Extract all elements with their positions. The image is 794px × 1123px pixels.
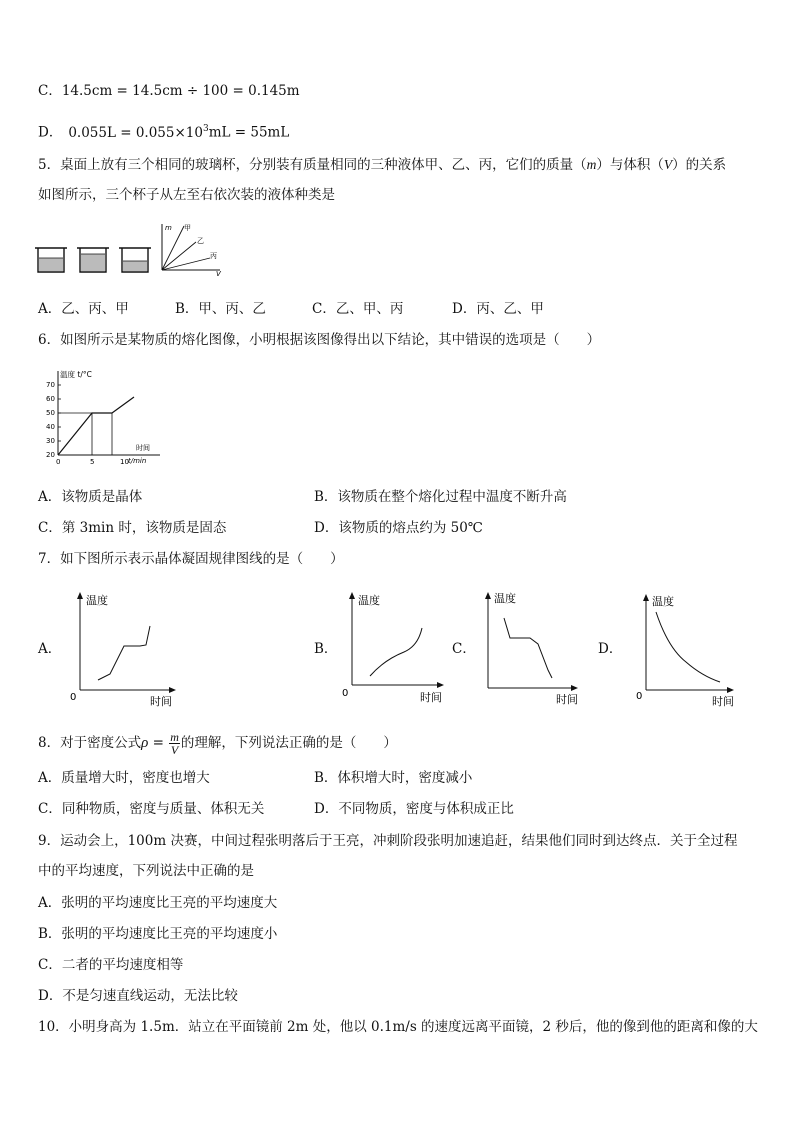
q5-stem-line2: 如图所示，三个杯子从左至右依次装的液体种类是: [38, 187, 335, 203]
q6-melting-graph: [36, 366, 166, 468]
label-yi: 乙: [197, 237, 204, 245]
curve-d: [656, 612, 720, 682]
q8-option-a: A．质量增大时，密度也增大: [38, 770, 210, 786]
q5-symbol-m: m: [586, 157, 597, 172]
curve-c: [504, 618, 552, 678]
beaker-3: [119, 248, 151, 272]
y-axis-label: 温度 t/°C: [60, 370, 92, 379]
y-label-b: 温度: [358, 594, 380, 607]
y-tick-70: 70: [46, 381, 55, 389]
q8-stem-suffix: 的理解，下列说法正确的是（ ）: [180, 735, 397, 751]
q6-option-b: B．该物质在整个熔化过程中温度不断升高: [314, 489, 567, 505]
q10-stem-line1: 10．小明身高为 1.5m．站立在平面镜前 2m 处，他以 0.1m/s 的速度远离平面镜，2 秒后，他的像到他的距离和像的大: [38, 1019, 758, 1035]
x-axis-label: t/min: [128, 457, 147, 465]
q7-graph-b: [340, 590, 455, 705]
q8-stem: [38, 728, 397, 758]
y-tick-labels: [46, 381, 55, 459]
y-label-a: 温度: [86, 594, 108, 607]
q7-option-c-label: C．: [452, 641, 476, 657]
q9-option-b: B．张明的平均速度比王亮的平均速度小: [38, 926, 278, 942]
q7-option-d-label: D．: [598, 641, 623, 657]
q5-stem-part1: 5．桌面上放有三个相同的玻璃杯，分别装有质量相同的三种液体甲、乙、丙，它们的质量（: [38, 157, 587, 173]
curve-a: [98, 626, 150, 680]
y-tick-20: 20: [46, 451, 55, 459]
q4-option-d-label: D．: [38, 124, 63, 141]
q8-stem-prefix: 8．对于密度公式: [38, 735, 142, 751]
beaker-1: [35, 248, 67, 272]
q7-option-a-label: A．: [38, 641, 62, 657]
q4-option-d-exponent: 3: [202, 124, 209, 134]
q8-option-c: C．同种物质，密度与质量、体积无关: [38, 801, 265, 817]
x-label-b: 时间: [420, 691, 442, 704]
y-label-d: 温度: [652, 595, 674, 608]
q8-option-d: D．不同物质，密度与体积成正比: [314, 801, 514, 817]
x-axis-label-top: 时间: [136, 444, 150, 452]
q6-option-d: D．该物质的熔点约为 50℃: [314, 520, 483, 536]
q8-equals: =: [148, 735, 169, 751]
q9-option-a: A．张明的平均速度比王亮的平均速度大: [38, 895, 278, 911]
q5-option-b: B．甲、丙、乙: [175, 301, 266, 317]
q7-graph-c: [478, 588, 588, 706]
q4-option-c: C．14.5cm = 14.5cm ÷ 100 = 0.145m: [38, 83, 300, 99]
q6-option-a: A．该物质是晶体: [38, 489, 143, 505]
q9-stem-line1: 9．运动会上，100m 决赛，中间过程张明落后于王亮，冲刺阶段张明加速追赶，结果他们同时到达终点．关于全过程: [38, 833, 738, 849]
q5-option-a: A．乙、丙、甲: [38, 301, 129, 317]
q5-stem-line1: [38, 156, 726, 174]
q5-option-d: D．丙、乙、甲: [452, 301, 544, 317]
beaker-2: [77, 248, 109, 272]
y-tick-40: 40: [46, 423, 55, 431]
q8-fraction: [169, 731, 180, 756]
y-label-c: 温度: [494, 592, 516, 605]
axis-v: V: [216, 270, 221, 278]
x-label-a: 时间: [150, 695, 172, 708]
q8-option-b: B．体积增大时，密度减小: [314, 770, 473, 786]
q7-option-b-label: B．: [314, 641, 338, 657]
q4-option-d-expression: 0.055L = 0.055×10: [68, 124, 203, 141]
y-tick-60: 60: [46, 395, 55, 403]
x-tick-10: 10: [120, 458, 129, 466]
q8-denominator: V: [170, 743, 179, 757]
q5-option-c: C．乙、甲、丙: [312, 301, 404, 317]
line-jia: [162, 226, 184, 270]
q5-stem-part3: ）的关系: [672, 157, 727, 173]
q9-option-c: C．二者的平均速度相等: [38, 957, 184, 973]
x-tick-5: 5: [90, 458, 95, 466]
q7-graph-a: [66, 590, 186, 710]
q8-rho: ρ: [141, 735, 149, 751]
q4-option-d-result: mL = 55mL: [208, 124, 290, 141]
origin-b: 0: [342, 688, 349, 699]
q5-figure: [34, 220, 224, 278]
origin-a: 0: [70, 692, 77, 703]
melting-curve: [58, 397, 134, 455]
q7-graph-d: [632, 590, 744, 710]
q6-option-c: C．第 3min 时，该物质是固态: [38, 520, 227, 536]
q7-stem: 7．如下图所示表示晶体凝固规律图线的是（ ）: [38, 551, 344, 567]
axis-m: m: [165, 224, 172, 232]
x-label-d: 时间: [712, 695, 734, 708]
q6-stem: 6．如图所示是某物质的熔化图像，小明根据该图像得出以下结论，其中错误的选项是（ ）: [38, 332, 601, 348]
label-bing: 丙: [210, 252, 217, 260]
curve-b: [370, 628, 422, 676]
m-v-graph: [162, 224, 222, 278]
x-tick-0: 0: [56, 458, 61, 466]
q5-symbol-v: V: [663, 157, 673, 172]
q8-numerator: m: [170, 730, 179, 744]
q9-stem-line2: 中的平均速度，下列说法中正确的是: [38, 863, 254, 879]
q9-option-d: D．不是匀速直线运动，无法比较: [38, 988, 238, 1004]
origin-d: 0: [636, 691, 643, 702]
x-label-c: 时间: [556, 693, 578, 706]
q5-stem-part2: ）与体积（: [596, 157, 664, 173]
y-tick-50: 50: [46, 409, 55, 417]
y-tick-30: 30: [46, 437, 55, 445]
label-jia: 甲: [184, 224, 191, 232]
q4-option-d: [38, 120, 289, 142]
